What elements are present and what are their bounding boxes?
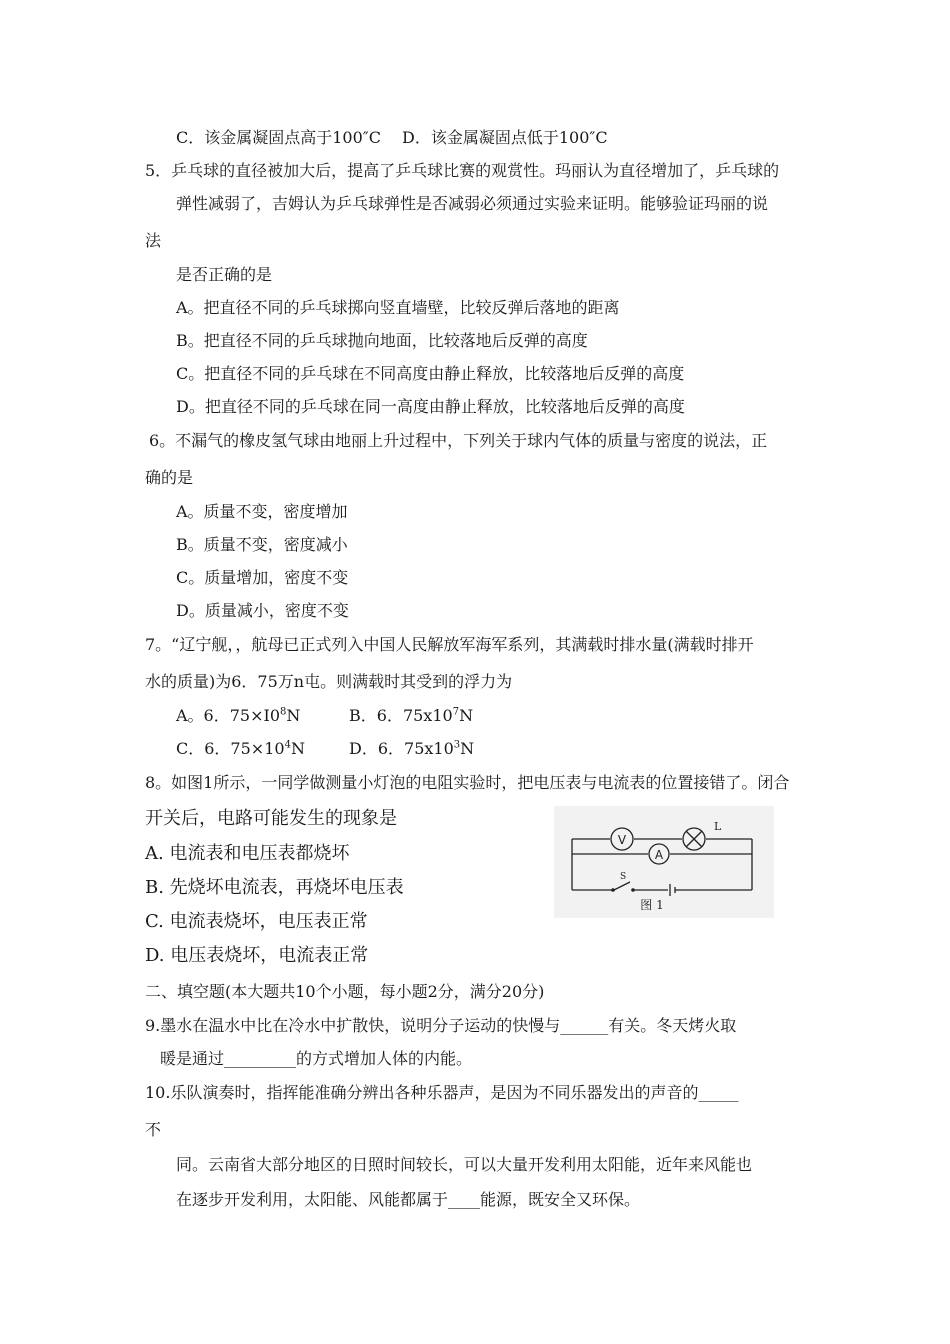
q6-stem-line1: 6。不漏气的橡皮氢气球由地丽上升过程中，下列关于球内气体的质量与密度的说法，正	[149, 431, 768, 450]
voltmeter-label: V	[617, 833, 627, 847]
q7-stem-line1: 7。“辽宁舰，，航母已正式列入中国人民解放军海军系列，其满载时排水量(满载时排开	[145, 635, 754, 654]
figure-caption: 图 1	[640, 898, 664, 912]
q7-option-d: D．6．$75x10^3N$	[349, 739, 475, 758]
lamp-label: L	[714, 820, 722, 833]
q8-option-a: A. 电流表和电压表都烧坏	[145, 843, 350, 864]
q10-line4: 在逐步开发利用，太阳能、风能都属于____能源，既安全又环保。	[176, 1190, 641, 1209]
q8-option-b: B. 先烧坏电流表，再烧坏电压表	[145, 877, 404, 898]
q4-option-c: C．该金属凝固点高于100″C	[176, 128, 382, 147]
q5-stem-line1: 5．乒乓球的直径被加大后，提高了乒乓球比赛的观赏性。玛丽认为直径增加了，乒乓球的	[145, 161, 780, 180]
circuit-diagram	[554, 806, 774, 918]
q8-option-d: D. 电压表烧坏，电流表正常	[145, 945, 369, 966]
q8-option-c: C. 电流表烧坏，电压表正常	[145, 911, 368, 932]
q5-stem-line4: 是否正确的是	[176, 265, 273, 284]
q10-line2: 不	[145, 1120, 162, 1139]
q5-option-b: B。把直径不同的乒乓球抛向地面，比较落地后反弹的高度	[176, 331, 588, 350]
q7-option-a: A。6．$75\times I0^8N$	[176, 706, 301, 725]
q8-stem-line1: 8。如图1所示，一同学做测量小灯泡的电阻实验时，把电压表与电流表的位置接错了。闭合	[145, 773, 790, 792]
q6-option-b: B。质量不变，密度减小	[176, 535, 348, 554]
q5-stem-line3: 法	[145, 231, 162, 250]
q9-line1: 9.墨水在温水中比在冷水中扩散快，说明分子运动的快慢与______有关。冬天烤火取	[145, 1016, 737, 1035]
ammeter-label: A	[654, 848, 664, 862]
q5-option-c: C。把直径不同的乒乓球在不同高度由静止释放，比较落地后反弹的高度	[176, 364, 685, 383]
q7-option-b: B．6．$75x10^7N$	[349, 706, 474, 725]
q6-option-c: C。质量增加，密度不变	[176, 568, 349, 587]
q10-line3: 同。云南省大部分地区的日照时间较长，可以大量开发利用太阳能，近年来风能也	[176, 1155, 753, 1174]
q7-stem-line2: 水的质量)为6．75万n屯。则满载时其受到的浮力为	[145, 672, 513, 691]
q10-line1: 10.乐队演奏时，指挥能准确分辨出各种乐器声，是因为不同乐器发出的声音的_____	[145, 1083, 739, 1102]
q5-stem-line2: 弹性减弱了，吉姆认为乒乓球弹性是否减弱必须通过实验来证明。能够验证玛丽的说	[176, 194, 769, 213]
q4-option-d: D．该金属凝固点低于100″C	[402, 128, 608, 147]
switch-label: S	[620, 872, 627, 882]
q5-option-a: A。把直径不同的乒乓球掷向竖直墙壁，比较反弹后落地的距离	[176, 298, 620, 317]
q6-option-d: D。质量减小，密度不变	[176, 601, 349, 620]
q6-stem-line2: 确的是	[145, 468, 194, 487]
q8-stem-line2: 开关后，电路可能发生的现象是	[145, 808, 397, 829]
q9-line2: 暖是通过_________的方式增加人体的内能。	[160, 1049, 473, 1068]
circuit-figure	[554, 806, 774, 918]
section-heading-fill-in: 二、填空题(本大题共10个小题，每小题2分，满分20分)	[145, 982, 545, 1001]
q7-option-c: C．6．$75\times 10^4N$	[176, 739, 305, 758]
q5-option-d: D。把直径不同的乒乓球在同一高度由静止释放，比较落地后反弹的高度	[176, 397, 685, 416]
q6-option-a: A。质量不变，密度增加	[176, 502, 348, 521]
